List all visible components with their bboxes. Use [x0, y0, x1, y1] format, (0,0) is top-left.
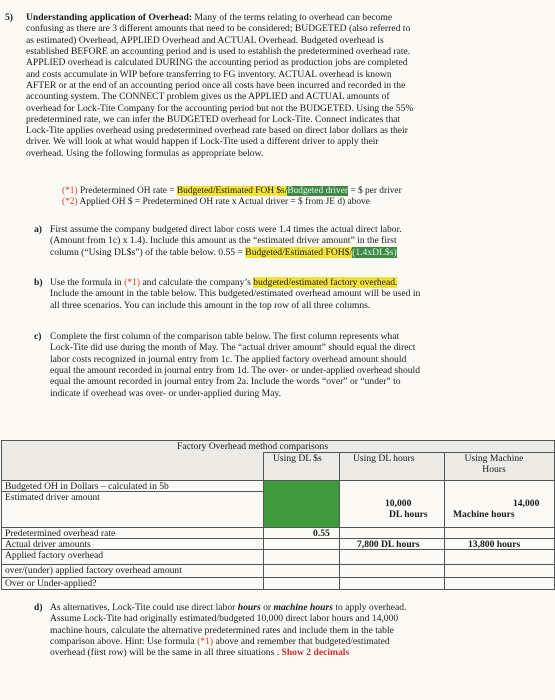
part-label: d) — [34, 602, 43, 613]
intro-line: confusing as there are 3 different amounts that need to be considered; BUDGETED (also referred to — [26, 23, 411, 35]
intro-line: AFTER or at the end of an accounting period once all costs have been incurred and recorded in the — [26, 79, 406, 91]
highlight-budgeted-driver: Budgeted driver — [287, 186, 348, 196]
formula-2: (*2) Applied OH $ = Predetermined OH rate x Actual driver = $ from JE d) above — [62, 197, 370, 208]
intro-line: driver. We will look at what would happen if Lock-Tite used a different driver to apply their — [26, 136, 379, 148]
row-label-budgeted-oh: Budgeted OH in Dollars – calculated in 5b — [5, 481, 169, 492]
question-intro — [26, 12, 531, 159]
highlight-driver: (1.4xDL$s) — [352, 246, 397, 258]
formula-block — [62, 186, 532, 209]
intro-line: APPLIED overhead is calculated DURING the accounting period as production jobs are completed — [26, 57, 408, 69]
table-title: Factory Overhead method comparisons — [177, 441, 329, 452]
highlight-budgeted-foh: Budgeted/Estimated FOH$/ — [245, 246, 353, 258]
formula-1: (*1) Predetermined OH rate = Budgeted/Estimated FOH $s/Budgeted driver = $ per driver — [62, 186, 402, 196]
intro-line: as estimated) Overhead, APPLIED Overhead and ACTUAL Overhead. Budgeted overhead is — [26, 34, 384, 46]
actual-machine-hours: 13,800 hours — [468, 539, 521, 550]
part-label: a) — [34, 224, 42, 235]
row-label-over-under-amount: over/(under) applied factory overhead amount — [5, 565, 182, 576]
part-b: b) Use the formula in (*1) and calculate the company’s budgeted/estimated factory overhead. Include the amount in the table below. This budgeted/estimated overhead amount will be used in all three scenarios. You can include this amount in the top row of all three columns. — [34, 277, 421, 311]
row-label-applied-overhead: Applied factory overhead — [5, 550, 104, 561]
formula-ref: (*1) — [62, 186, 78, 196]
highlight-budgeted-overhead: budgeted/estimated factory overhead. — [253, 277, 398, 288]
row-label-estimated-driver: Estimated driver amount — [5, 492, 100, 503]
question-title: Understanding application of Overhead: — [26, 12, 193, 23]
intro-line: and costs accumulate in WIP before transferring to FG inventory. ACTUAL overhead is known — [26, 68, 392, 80]
formula-ref: (*1) — [124, 277, 141, 288]
formula-ref: (*2) — [62, 197, 78, 208]
intro-line: Lock-Tite applies overhead using predetermined overhead rate based on direct labor dollars as their — [26, 125, 408, 137]
green-cell — [263, 480, 339, 527]
question-number: 5) — [5, 12, 13, 23]
part-label: b) — [34, 277, 43, 288]
formula-ref: (*1) — [197, 635, 214, 647]
estimated-machine-hours: 14,000 — [513, 498, 540, 509]
rate-dl-dollars: 0.55 — [313, 528, 330, 539]
column-header-dl-dollars: Using DL $s — [273, 453, 322, 464]
show-decimals-note: Show 2 decimals — [281, 647, 350, 659]
intro-line: predetermined rate, we can infer the BUDGETED overhead for Lock-Tite. Connect indicates that — [26, 113, 401, 125]
intro-line: established BEFORE an accounting period and is used to establish the predetermined overhead rate. — [26, 45, 411, 57]
part-d: d) As alternatives, Lock-Tite could use direct labor hours or machine hours to apply overhead. Assume Lock-Tite had originally estimated/budgeted 10,000 direct labor hours and 14,000 machine hours, calculate the alternative predetermined rates and include them in the table comparison above. Hint: Use formula (*1) above and remember that budgeted/estimated overhead (first row) will be the same in all three situations . Show 2 decimals — [34, 602, 407, 659]
part-c: c) Complete the first column of the comparison table below. The first column represents what Lock-Tite did use during the month of May. The “actual driver amount” should equal the direct labor costs recognized in journal entry from 1c. The applied factory overhead amount should equal the amount recorded in journal entry from 1d. The over- or under-applied overhead should equal the amount recorded in journal entry from 2a. Include the words “over” or “under” to indicate if overhead was over- or under-applied during May. — [34, 331, 421, 399]
part-a: a) First assume the company budgeted direct labor costs were 1.4 times the actual direct labor. (Amount from 1c) x 1.4). Include this amount as the “estimated driver amount” in the first column (“Using DL$s”) of the table below. 0.55 = Budgeted/Estimated FOH$/(1.4xDL$s) — [34, 224, 402, 258]
intro-line: accounting system. The CONNECT problem gives us the APPLIED and ACTUAL amounts of — [26, 91, 390, 103]
row-label-over-or-under: Over or Under-applied? — [5, 578, 97, 589]
column-header-machine-hours: Using Machine Hours — [464, 453, 524, 476]
estimated-dl-hours: 10,000 — [385, 498, 412, 509]
estimated-dl-hours-unit: DL hours — [389, 509, 428, 520]
actual-dl-hours: 7,800 DL hours — [357, 539, 420, 550]
row-label-predetermined-rate: Predetermined overhead rate — [5, 528, 116, 539]
intro-line: overhead. Using the following formulas as appropriate below. — [26, 147, 264, 159]
estimated-machine-hours-unit: Machine hours — [453, 509, 515, 520]
row-label-actual-driver: Actual driver amounts — [5, 539, 91, 550]
intro-line: overhead for Lock-Tite Company for the accounting period but not the BUDGETED. Using the 55% — [26, 102, 414, 114]
intro-line: Many of the terms relating to overhead can become — [194, 12, 393, 23]
column-header-dl-hours: Using DL hours — [353, 453, 415, 464]
highlight-budgeted-foh: Budgeted/Estimated FOH $s/ — [176, 186, 288, 196]
part-label: c) — [34, 331, 42, 342]
comparison-table — [1, 440, 555, 590]
